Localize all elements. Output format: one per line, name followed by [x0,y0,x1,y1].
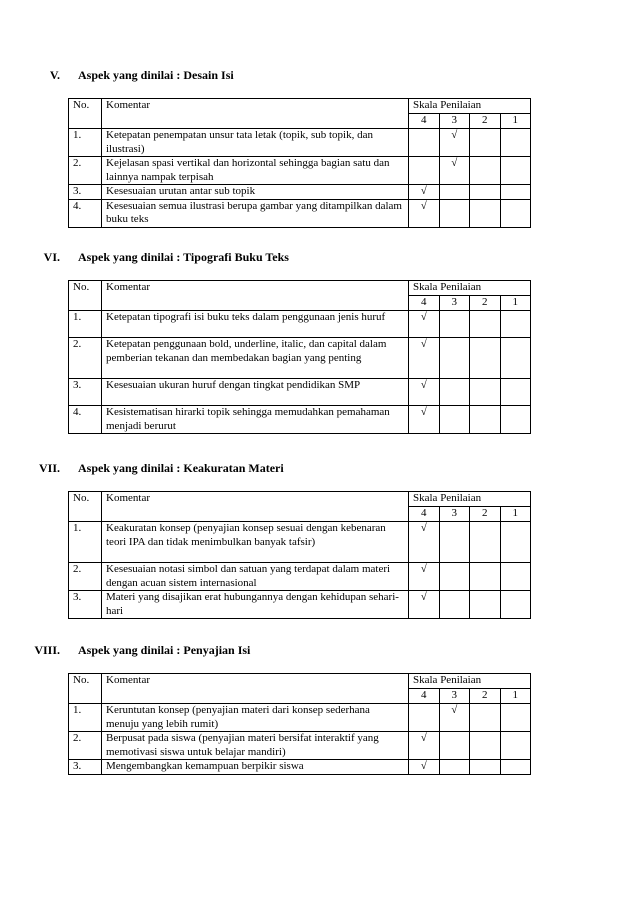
row-number: 2. [69,732,102,760]
column-header-komentar: Komentar [102,99,409,129]
scale-value: 4 [409,507,440,522]
score-cell [409,199,440,227]
scale-value: 3 [439,507,470,522]
scale-value: 3 [439,114,470,129]
row-comment: Kesesuaian notasi simbol dan satuan yang terdapat dalam materi dengan acuan sistem internasional [102,563,409,591]
score-cell [439,311,470,338]
column-header-scale: Skala Penilaian [409,99,531,114]
row-comment: Ketepatan penggunaan bold, underline, italic, dan capital dalam pemberian tekanan dan membedakan bagian yang penting [102,338,409,379]
section-title: Aspek yang dinilai : Desain Isi [78,68,234,82]
table-row [69,760,531,775]
table-header-row [69,99,531,114]
check-mark: √ [420,732,427,744]
row-comment: Kesesuaian ukuran huruf dengan tingkat pendidikan SMP [102,379,409,406]
score-cell [439,732,470,760]
column-header-no: No. [69,99,102,129]
column-header-scale: Skala Penilaian [409,281,531,296]
scale-value: 2 [470,296,501,311]
column-header-no: No. [69,281,102,311]
score-cell [439,406,470,434]
scale-value: 2 [470,507,501,522]
score-cell [500,591,531,619]
row-number: 3. [69,379,102,406]
score-cell [439,704,470,732]
score-cell [409,591,440,619]
score-cell [500,338,531,379]
row-number: 2. [69,338,102,379]
table-header-row [69,492,531,507]
row-number: 3. [69,185,102,200]
score-cell [470,522,501,563]
check-mark: √ [451,157,458,169]
section-title: Aspek yang dinilai : Keakuratan Materi [78,461,284,475]
row-comment: Materi yang disajikan erat hubungannya dengan kehidupan sehari-hari [102,591,409,619]
row-comment: Kesesuaian urutan antar sub topik [102,185,409,200]
scale-value: 3 [439,689,470,704]
score-cell [500,704,531,732]
row-number: 4. [69,199,102,227]
check-mark: √ [451,704,458,716]
scale-value: 2 [470,689,501,704]
row-number: 1. [69,704,102,732]
score-cell [409,732,440,760]
table-row [69,129,531,157]
score-cell [439,199,470,227]
scale-value: 1 [500,507,531,522]
assessment-table [68,673,531,775]
row-comment: Keakuratan konsep (penyajian konsep sesuai dengan kebenaran teori IPA dan tidak menimbulkan banyak tafsir) [102,522,409,563]
score-cell [409,185,440,200]
table-row [69,311,531,338]
column-header-no: No. [69,674,102,704]
check-mark: √ [420,379,427,391]
score-cell [470,732,501,760]
table-header-row [69,674,531,689]
table-row [69,379,531,406]
row-number: 3. [69,760,102,775]
section-title: Aspek yang dinilai : Penyajian Isi [78,643,251,657]
score-cell [470,563,501,591]
check-mark: √ [420,338,427,350]
check-mark: √ [420,522,427,534]
row-comment: Ketepatan penempatan unsur tata letak (topik, sub topik, dan ilustrasi) [102,129,409,157]
score-cell [470,591,501,619]
check-mark: √ [451,129,458,141]
scale-value: 1 [500,689,531,704]
score-cell [500,732,531,760]
score-cell [409,406,440,434]
assessment-table [68,491,531,619]
section-number: VIII. [34,643,60,657]
row-number: 1. [69,311,102,338]
score-cell [439,760,470,775]
score-cell [500,311,531,338]
section-number: V. [49,68,60,82]
score-cell [470,157,501,185]
score-cell [439,157,470,185]
column-header-komentar: Komentar [102,281,409,311]
score-cell [409,704,440,732]
table-row [69,522,531,563]
score-cell [439,522,470,563]
score-cell [500,760,531,775]
section-number: VI. [43,250,60,264]
row-comment: Mengembangkan kemampuan berpikir siswa [102,760,409,775]
table-row [69,563,531,591]
score-cell [470,199,501,227]
score-cell [409,760,440,775]
row-comment: Keruntutan konsep (penyajian materi dari konsep sederhana menuju yang lebih rumit) [102,704,409,732]
row-comment: Ketepatan tipografi isi buku teks dalam penggunaan jenis huruf [102,311,409,338]
score-cell [470,760,501,775]
score-cell [500,379,531,406]
score-cell [500,563,531,591]
score-cell [470,379,501,406]
score-cell [470,129,501,157]
row-number: 4. [69,406,102,434]
assessment-table [68,98,531,228]
table-row [69,338,531,379]
row-comment: Kejelasan spasi vertikal dan horizontal sehingga bagian satu dan lainnya nampak terpisah [102,157,409,185]
scale-value: 3 [439,296,470,311]
score-cell [500,129,531,157]
score-cell [439,379,470,406]
score-cell [439,338,470,379]
row-comment: Kesesuaian semua ilustrasi berupa gambar yang ditampilkan dalam buku teks [102,199,409,227]
score-cell [470,311,501,338]
score-cell [470,185,501,200]
score-cell [409,563,440,591]
score-cell [409,338,440,379]
table-row [69,704,531,732]
check-mark: √ [420,760,427,772]
check-mark: √ [420,591,427,603]
row-number: 1. [69,129,102,157]
section-title: Aspek yang dinilai : Tipografi Buku Teks [78,250,289,264]
score-cell [409,311,440,338]
table-row [69,732,531,760]
score-cell [409,129,440,157]
score-cell [439,563,470,591]
table-row [69,591,531,619]
table-row [69,157,531,185]
score-cell [470,338,501,379]
row-number: 3. [69,591,102,619]
score-cell [500,199,531,227]
row-comment: Kesistematisan hirarki topik sehingga memudahkan pemahaman menjadi berurut [102,406,409,434]
section-number: VII. [38,461,60,475]
score-cell [500,406,531,434]
score-cell [470,406,501,434]
table-row [69,406,531,434]
table-row [69,199,531,227]
column-header-scale: Skala Penilaian [409,492,531,507]
score-cell [409,379,440,406]
scale-value: 2 [470,114,501,129]
row-comment: Berpusat pada siswa (penyajian materi bersifat interaktif yang memotivasi siswa untuk belajar mandiri) [102,732,409,760]
column-header-komentar: Komentar [102,492,409,522]
column-header-no: No. [69,492,102,522]
score-cell [409,522,440,563]
score-cell [439,129,470,157]
check-mark: √ [420,406,427,418]
scale-value: 4 [409,114,440,129]
check-mark: √ [420,199,427,212]
row-number: 2. [69,157,102,185]
check-mark: √ [420,185,427,197]
check-mark: √ [420,563,427,575]
score-cell [470,704,501,732]
scale-value: 1 [500,296,531,311]
table-row [69,185,531,200]
assessment-table [68,280,531,434]
column-header-scale: Skala Penilaian [409,674,531,689]
column-header-komentar: Komentar [102,674,409,704]
score-cell [500,157,531,185]
scale-value: 4 [409,296,440,311]
score-cell [500,522,531,563]
score-cell [409,157,440,185]
scale-value: 1 [500,114,531,129]
score-cell [439,591,470,619]
score-cell [500,185,531,200]
row-number: 1. [69,522,102,563]
scale-value: 4 [409,689,440,704]
table-header-row [69,281,531,296]
score-cell [439,185,470,200]
row-number: 2. [69,563,102,591]
check-mark: √ [420,311,427,323]
